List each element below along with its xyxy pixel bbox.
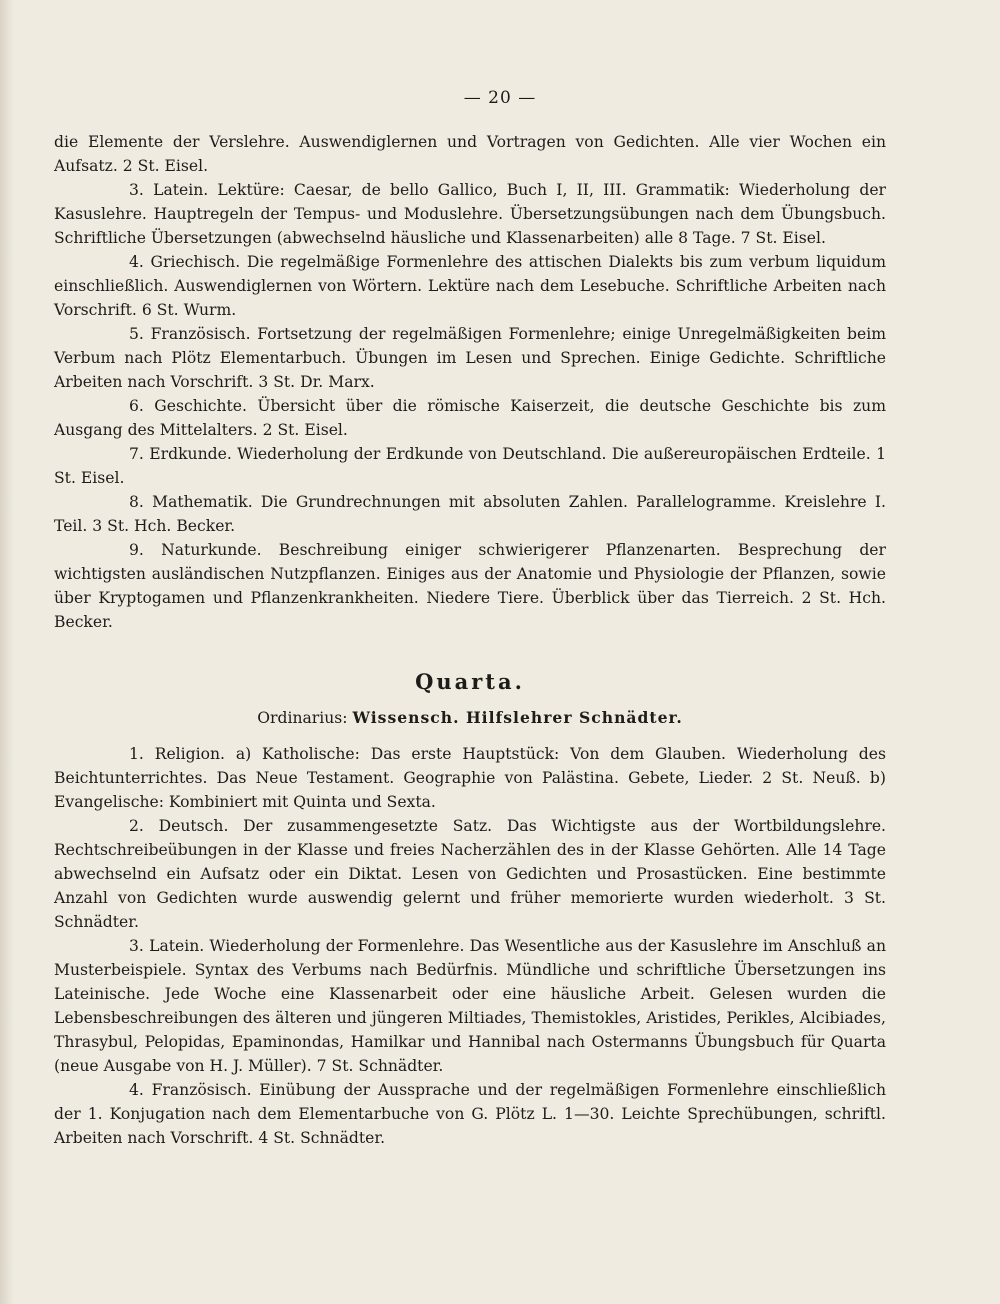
- paragraph-griechisch: 4. Griechisch. Die regelmäßige Formenlehre des attischen Dialekts bis zum verbum liquidum einschließlich. Auswendiglernen von Wörtern. Lektüre nach dem Lesebuche. Schriftliche Arbeiten nach Vorschrift. 6 St. Wurm.: [54, 253, 886, 319]
- paragraph-geschichte: 6. Geschichte. Übersicht über die römische Kaiserzeit, die deutsche Geschichte bis zum Ausgang des Mittelalters. 2 St. Eisel.: [54, 397, 886, 439]
- paragraph-religion: 1. Religion. a) Katholische: Das erste Hauptstück: Von dem Glauben. Wiederholung des Beichtunterrichtes. Das Neue Testament. Geographie von Palästina. Gebete, Lieder. 2 St. Neuß. b) Evangelische: Kombiniert mit Quinta und Sexta.: [54, 745, 886, 811]
- paragraph-franzoesisch-quarta: 4. Französisch. Einübung der Aussprache und der regelmäßigen Formenlehre einschließlich der 1. Konjugation nach dem Elementarbuche von G. Plötz L. 1—30. Leichte Sprechübungen, schriftl. Arbeiten nach Vorschrift. 4 St. Schnädter.: [54, 1081, 886, 1147]
- paragraph-mathematik: 8. Mathematik. Die Grundrechnungen mit absoluten Zahlen. Parallelogramme. Kreislehre I. Teil. 3 St. Hch. Becker.: [54, 493, 886, 535]
- paragraph-deutsch: 2. Deutsch. Der zusammengesetzte Satz. Das Wichtigste aus der Wortbildungslehre. Rechtschreibeübungen in der Klasse und freies Nacherzählen des in der Klasse Gehörten. Alle 14 Tage abwechselnd ein Aufsatz oder ein Diktat. Lesen von Gedichten und Prosastücken. Eine bestimmte Anzahl von Gedichten wurde auswendig gelernt und früher memorierte wurden wiederholt. 3 St. Schnädter.: [54, 817, 886, 931]
- ordinarius-label: Ordinarius:: [257, 709, 348, 727]
- paragraph-latein-quarta: 3. Latein. Wiederholung der Formenlehre. Das Wesentliche aus der Kasuslehre im Anschluß an Musterbeispiele. Syntax des Verbums nach Bedürfnis. Mündliche und schriftliche Übersetzungen ins Lateinische. Jede Woche eine Klassenarbeit oder eine häusliche Arbeit. Gelesen wurden die Lebensbeschreibungen des älteren und jüngeren Miltiades, Themistokles, Aristides, Perikles, Alcibiades, Thrasybul, Pelopidas, Epaminondas, Hamilkar und Hannibal nach Ostermanns Übungsbuch für Quarta (neue Ausgabe von H. J. Müller). 7 St. Schnädter.: [54, 937, 886, 1075]
- continuation-paragraph: die Elemente der Verslehre. Auswendiglernen und Vortragen von Gedichten. Alle vier Wochen ein Aufsatz. 2 St. Eisel.: [54, 133, 886, 175]
- section-heading: Quarta.: [415, 669, 525, 694]
- paragraph-franzoesisch-quinta: 5. Französisch. Fortsetzung der regelmäßigen Formenlehre; einige Unregelmäßigkeiten beim Verbum nach Plötz Elementarbuch. Übungen im Lesen und Sprechen. Einige Gedichte. Schriftliche Arbeiten nach Vorschrift. 3 St. Dr. Marx.: [54, 325, 886, 391]
- paragraph-latein-quinta: 3. Latein. Lektüre: Caesar, de bello Gallico, Buch I, II, III. Grammatik: Wiederholung der Kasuslehre. Hauptregeln der Tempus- und Moduslehre. Übersetzungsübungen nach dem Übungsbuch. Schriftliche Übersetzungen (abwechselnd häusliche und Klassenarbeiten) alle 8 Tage. 7 St. Eisel.: [54, 181, 886, 247]
- ordinarius-line: [54, 706, 886, 730]
- page-number: — 20 —: [463, 88, 537, 108]
- paragraph-erdkunde: 7. Erdkunde. Wiederholung der Erdkunde von Deutschland. Die außereuropäischen Erdteile. 1 St. Eisel.: [54, 445, 886, 487]
- page-body: [54, 130, 886, 1150]
- paragraph-naturkunde: 9. Naturkunde. Beschreibung einiger schwierigerer Pflanzenarten. Besprechung der wichtigsten ausländischen Nutzpflanzen. Einiges aus der Anatomie und Physiologie der Pflanzen, sowie über Kryptogamen und Pflanzenkrankheiten. Niedere Tiere. Überblick über das Tierreich. 2 St. Hch. Becker.: [54, 541, 886, 631]
- ordinarius-name: Wissensch. Hilfslehrer Schnädter.: [352, 708, 683, 727]
